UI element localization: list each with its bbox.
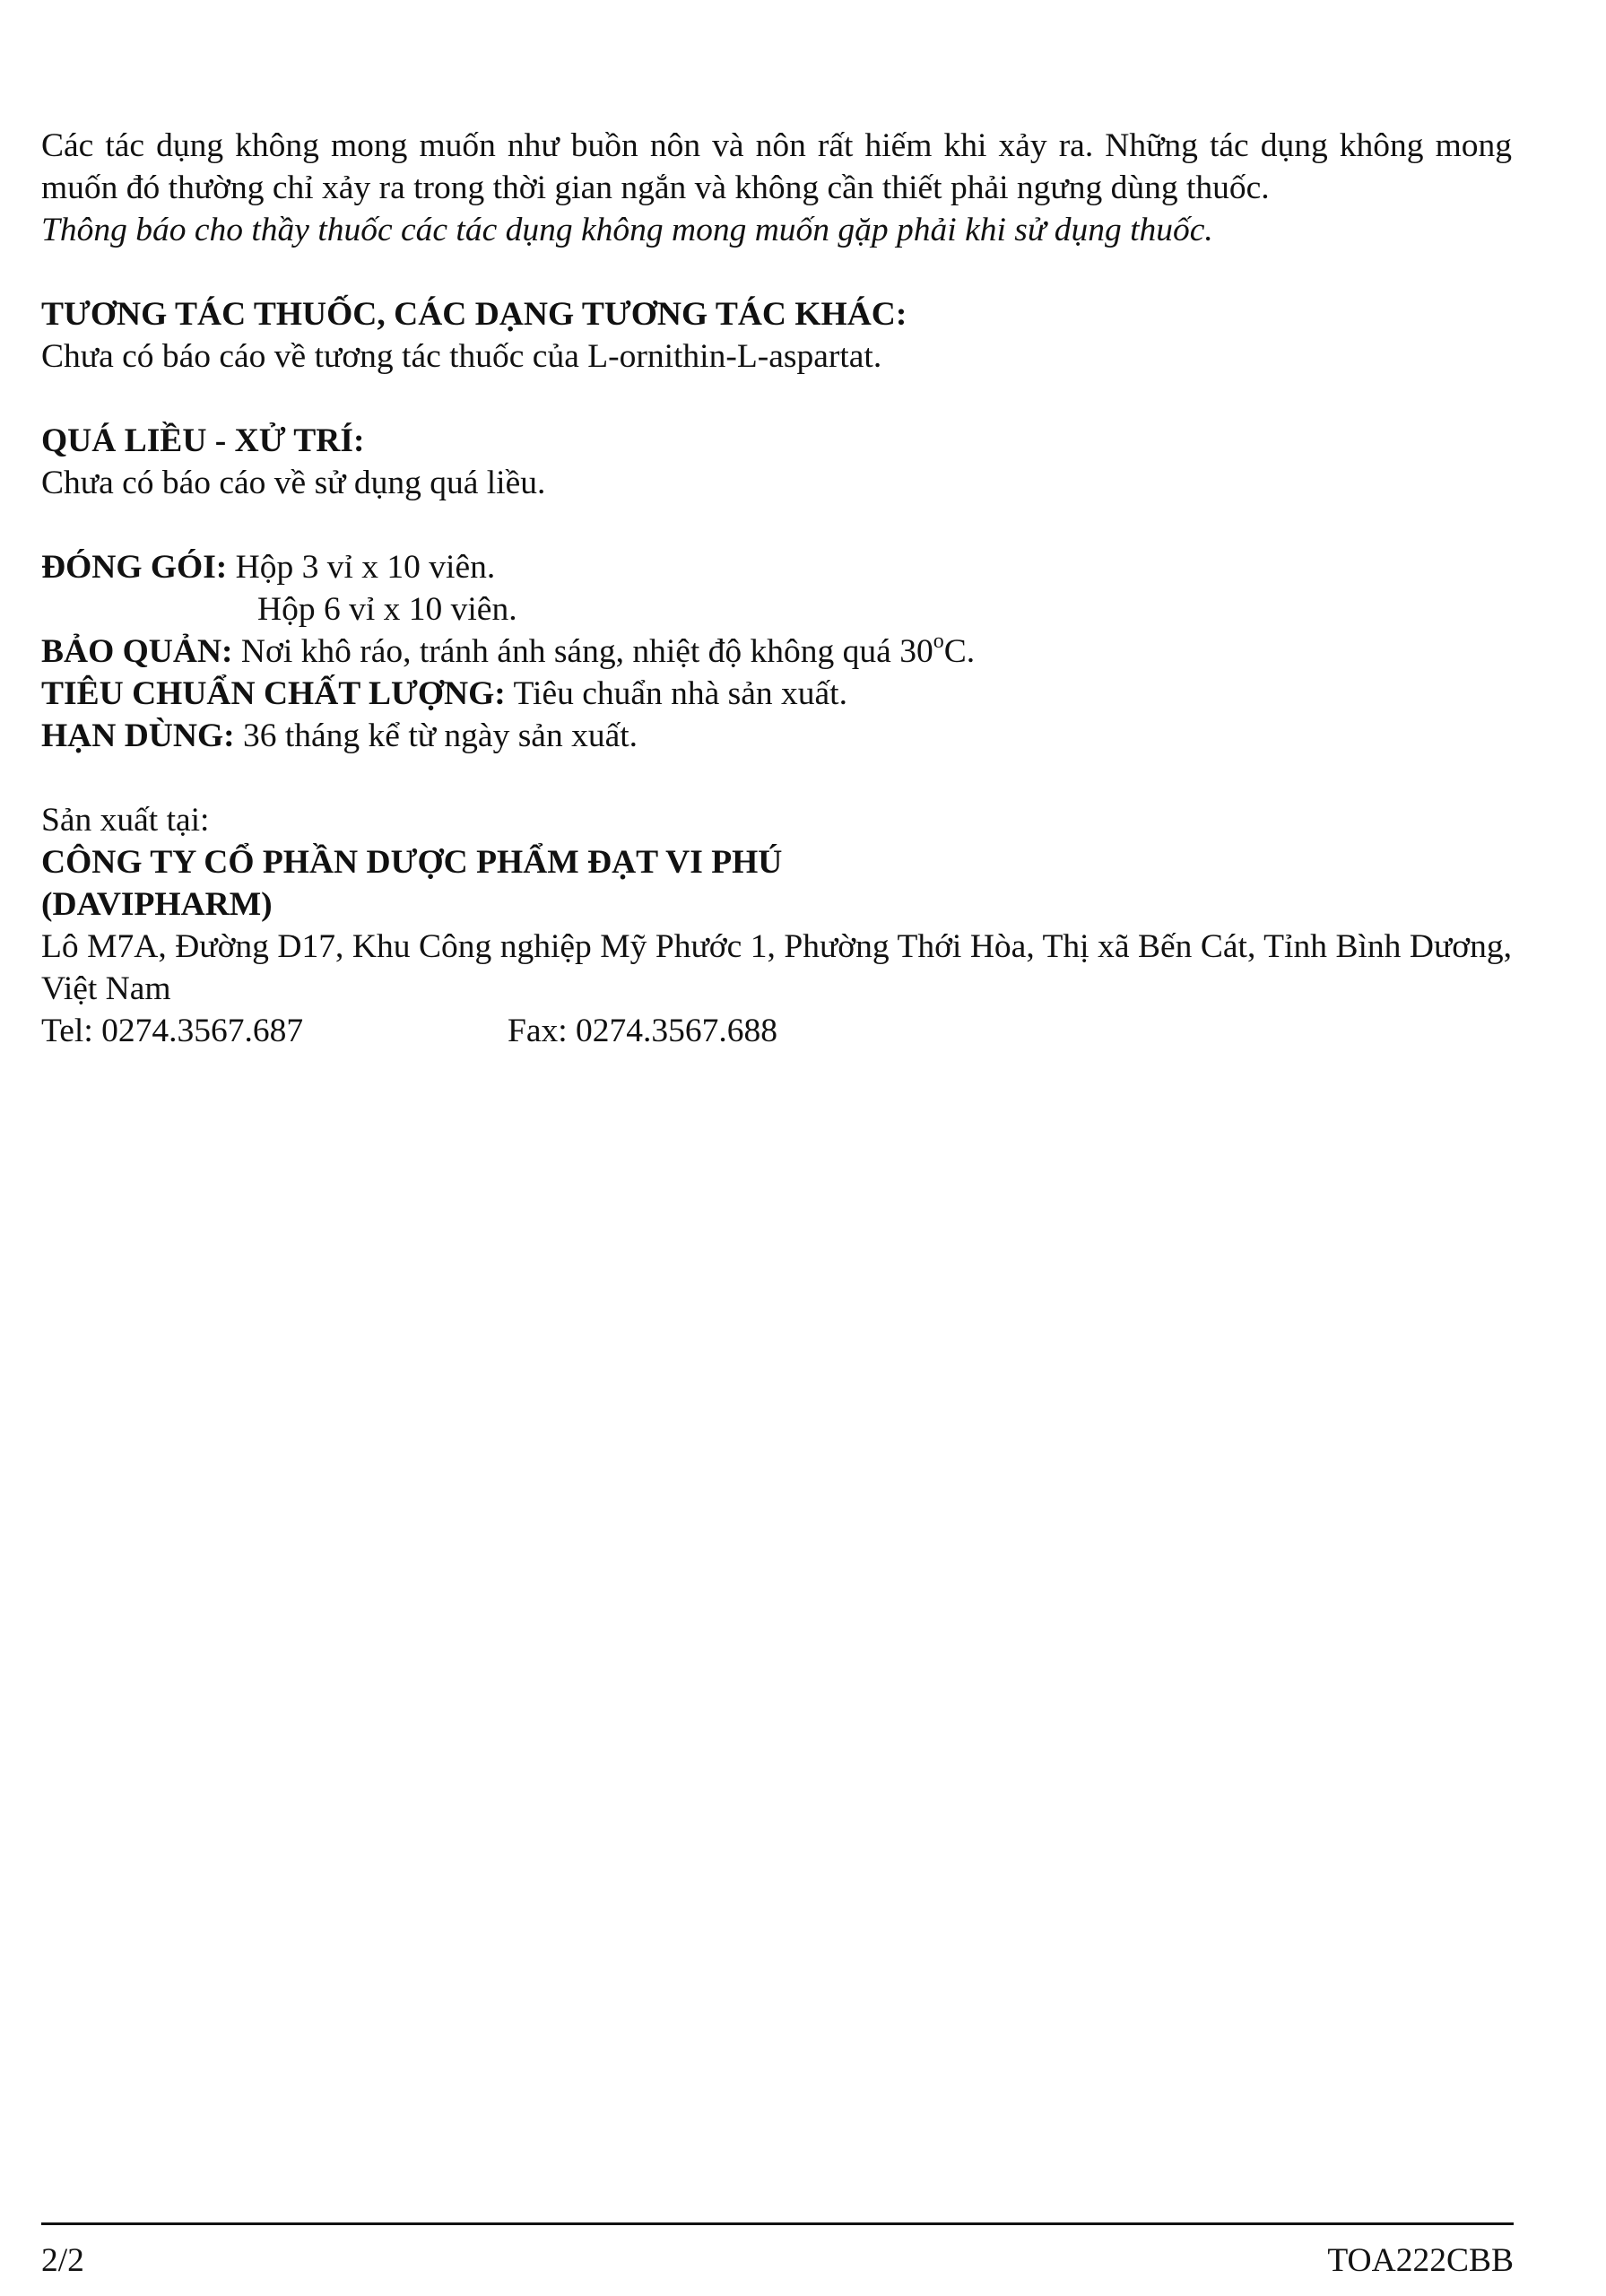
storage-label: BẢO QUẢN:	[41, 633, 233, 670]
document-code: TOA222CBB	[1327, 2242, 1514, 2279]
side-effects-notice: Thông báo cho thầy thuốc các tác dụng không mong muốn gặp phải khi sử dụng thuốc.	[41, 212, 1213, 248]
packaging-line	[41, 546, 1512, 588]
document-body	[41, 125, 1512, 1052]
footer-divider	[41, 2222, 1514, 2225]
packaging-label: ĐÓNG GÓI:	[41, 549, 228, 586]
page-number: 2/2	[41, 2242, 84, 2279]
company-address: Lô M7A, Đường D17, Khu Công nghiệp Mỹ Phước 1, Phường Thới Hòa, Thị xã Bến Cát, Tỉnh Bình Dương, Việt Nam	[41, 928, 1512, 1007]
company-name: CÔNG TY CỔ PHẦN DƯỢC PHẨM ĐẠT VI PHÚ	[41, 844, 783, 881]
degree-superscript: o	[933, 629, 944, 653]
overdose-heading: QUÁ LIỀU - XỬ TRÍ:	[41, 422, 365, 459]
company-brand: (DAVIPHARM)	[41, 886, 273, 923]
shelf-life-label: HẠN DÙNG:	[41, 718, 235, 754]
side-effects-paragraph: Các tác dụng không mong muốn như buồn nôn và nôn rất hiếm khi xảy ra. Những tác dụng không mong muốn đó thường chỉ xảy ra trong thời gian ngắn và không cần thiết phải ngưng dùng thuốc.	[41, 127, 1512, 206]
shelf-life-line	[41, 715, 1512, 757]
packaging-option-2: Hộp 6 vỉ x 10 viên.	[257, 591, 517, 628]
storage-unit: C.	[943, 633, 976, 670]
fax: Fax: 0274.3567.688	[508, 1013, 778, 1049]
interactions-text: Chưa có báo cáo về tương tác thuốc của L-ornithin-L-aspartat.	[41, 338, 882, 375]
interactions-heading: TƯƠNG TÁC THUỐC, CÁC DẠNG TƯƠNG TÁC KHÁC:	[41, 296, 907, 333]
page-footer	[41, 2239, 1514, 2282]
standard-line	[41, 673, 1512, 715]
telephone: Tel: 0274.3567.687	[41, 1013, 304, 1049]
overdose-text: Chưa có báo cáo về sử dụng quá liều.	[41, 465, 546, 501]
standard-text: Tiêu chuẩn nhà sản xuất.	[513, 675, 847, 712]
shelf-life-text: 36 tháng kể từ ngày sản xuất.	[242, 718, 638, 754]
made-at-label: Sản xuất tại:	[41, 802, 210, 839]
standard-label: TIÊU CHUẨN CHẤT LƯỢNG:	[41, 675, 506, 712]
contact-line	[41, 1010, 1512, 1052]
storage-text: Nơi khô ráo, tránh ánh sáng, nhiệt độ không quá 30	[240, 633, 933, 670]
packaging-option-1: Hộp 3 vỉ x 10 viên.	[235, 549, 496, 586]
storage-line	[41, 631, 1512, 673]
